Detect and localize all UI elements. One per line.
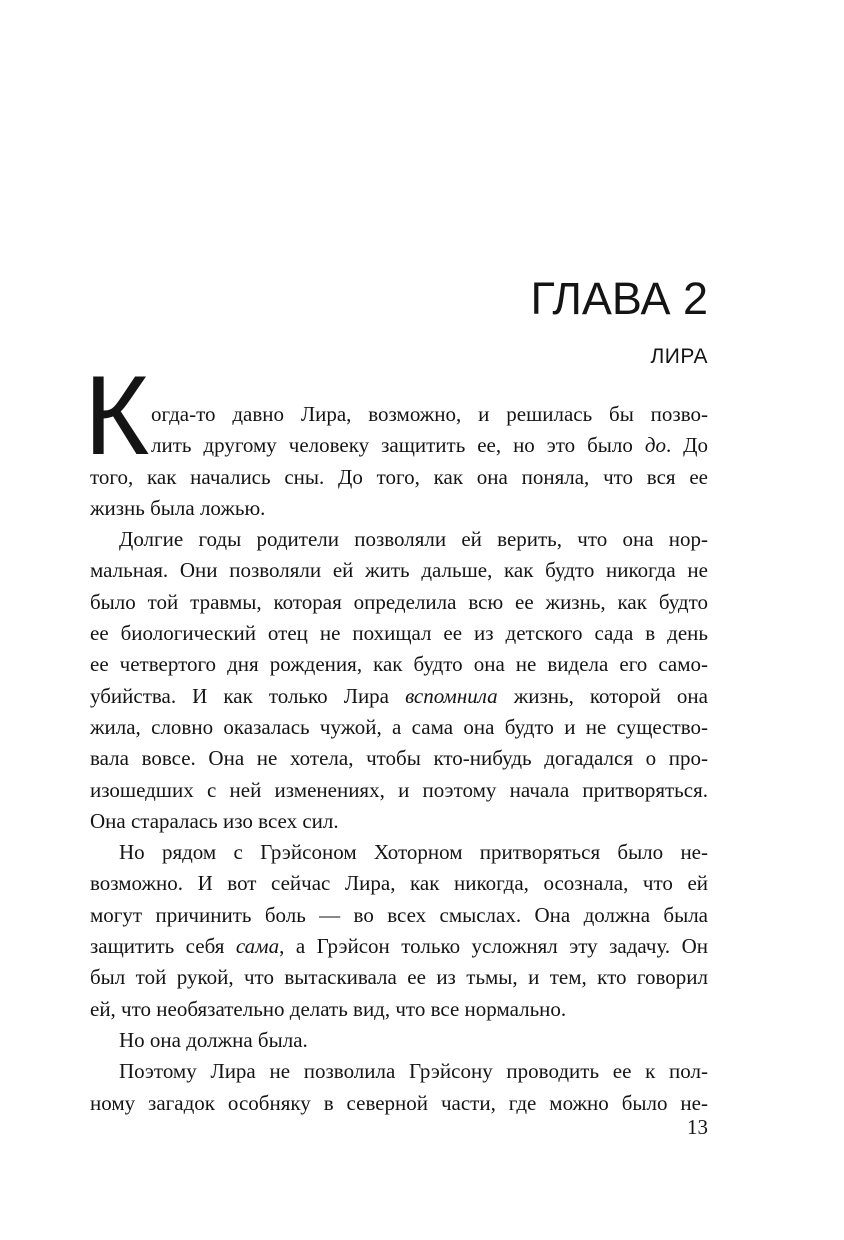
text-run: ей, что необязательно делать вид, что все нормально.	[90, 996, 567, 1021]
italic-text: до	[644, 433, 666, 458]
body-text	[90, 399, 708, 1119]
text-line	[90, 900, 708, 931]
text-run: ее биологический отец не похищал ее из детского сада в день	[90, 621, 708, 646]
drop-cap-letter: К	[84, 353, 150, 478]
text-run: возможно. И вот сейчас Лира, как никогда, осознала, что ей	[90, 871, 708, 896]
text-run: был той рукой, что вытаскивала ее из тьмы, и тем, кто говорил	[90, 965, 708, 990]
text-run: ее четвертого дня рождения, как будто она не видела его само-	[90, 652, 708, 677]
paragraph	[90, 837, 708, 1025]
text-run: мальная. Они позволяли ей жить дальше, как будто никогда не	[90, 558, 708, 583]
text-line	[90, 962, 708, 993]
text-line	[90, 430, 708, 461]
text-line	[90, 837, 708, 868]
text-run: защитить себя	[90, 934, 236, 959]
text-run: огда-то давно Лира, возможно, и решилась бы позво-	[151, 402, 708, 426]
text-run: жизнь, которой она	[497, 683, 708, 708]
text-line	[90, 524, 708, 555]
text-run: Но рядом с Грэйсоном Хоторном притворяться было не-	[119, 840, 708, 865]
text-line	[90, 399, 708, 430]
paragraph	[90, 1025, 708, 1056]
text-line	[90, 649, 708, 680]
text-run: того, как начались сны. До того, как она поняла, что вся ее	[90, 464, 708, 489]
text-line	[90, 1025, 708, 1056]
text-line	[90, 1088, 708, 1119]
italic-text: вспомнила	[405, 683, 498, 708]
text-run: Долгие годы родители позволяли ей верить, что она нор-	[119, 527, 708, 552]
text-run: Она старалась изо всех сил.	[90, 808, 339, 833]
text-line	[90, 681, 708, 712]
text-run: убийства. И как только Лира	[90, 683, 406, 708]
text-run: вала вовсе. Она не хотела, чтобы кто-нибудь догадался о про-	[90, 746, 708, 771]
text-line	[90, 806, 708, 837]
text-line	[90, 712, 708, 743]
text-line	[90, 1056, 708, 1087]
text-run: лить другому человеку защитить ее, но это было	[151, 433, 645, 458]
italic-text: сама	[235, 934, 280, 959]
page-number: 13	[687, 1115, 708, 1139]
text-run: было той травмы, которая определила всю ее жизнь, как будто	[90, 589, 708, 614]
text-run: ному загадок особняку в северной части, где можно было не-	[90, 1090, 708, 1115]
text-run: Поэтому Лира не позволила Грэйсону проводить ее к пол-	[119, 1059, 708, 1084]
text-line	[90, 994, 708, 1025]
paragraph	[90, 524, 708, 837]
paragraph	[90, 399, 708, 524]
text-run: Но она должна была.	[119, 1027, 308, 1052]
chapter-subtitle: ЛИРА	[650, 345, 708, 368]
paragraph	[90, 1056, 708, 1119]
text-line	[90, 931, 708, 962]
text-line	[90, 743, 708, 774]
text-line	[90, 555, 708, 586]
text-line	[90, 775, 708, 806]
text-line	[90, 462, 708, 493]
text-run: жила, словно оказалась чужой, а сама она будто и не существо-	[90, 714, 708, 739]
text-line	[90, 618, 708, 649]
text-run: изошедших с ней изменениях, и поэтому начала притворяться.	[90, 777, 708, 802]
chapter-title: ГЛАВА 2	[530, 273, 708, 324]
text-line	[90, 868, 708, 899]
text-run: , а Грэйсон только усложнял эту задачу. Он	[279, 934, 708, 959]
text-run: . До	[665, 433, 708, 458]
text-run: жизнь была ложью.	[90, 495, 266, 520]
text-line	[90, 493, 708, 524]
text-run: могут причинить боль — во всех смыслах. Она должна была	[90, 902, 708, 927]
text-line	[90, 587, 708, 618]
